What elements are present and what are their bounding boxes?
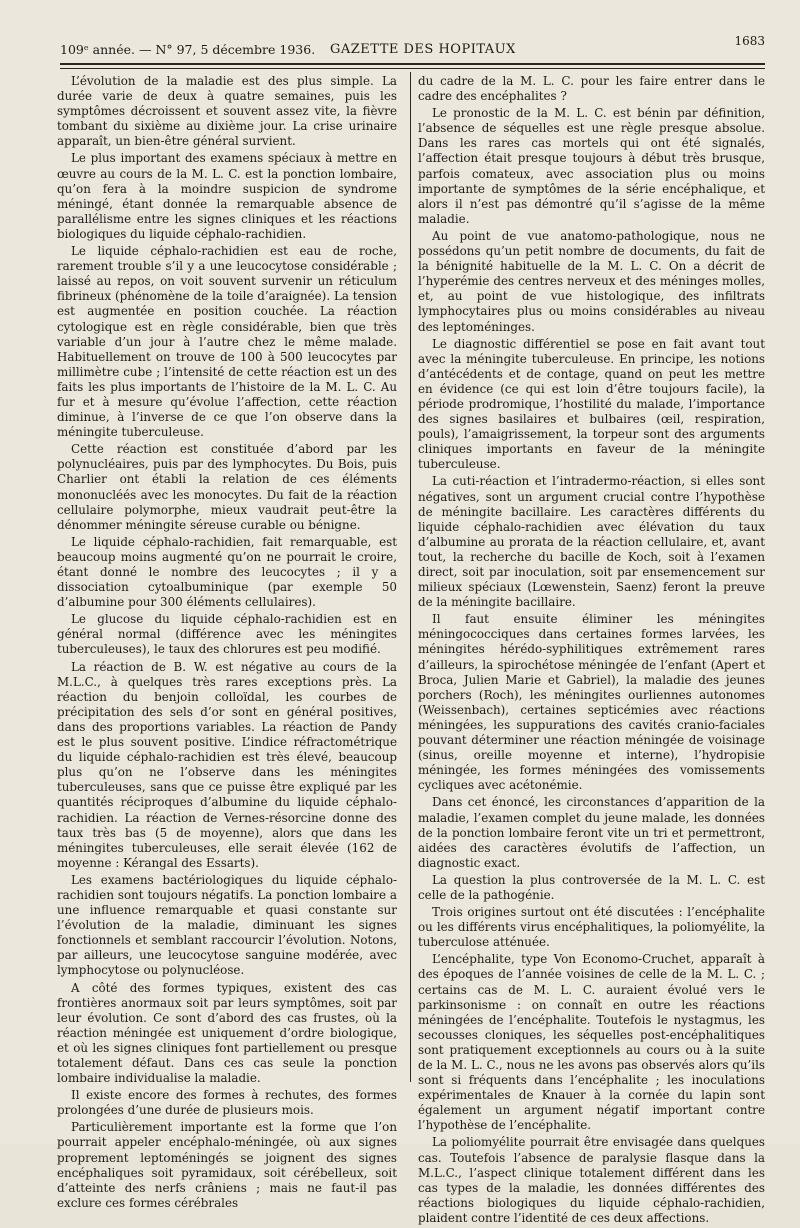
paragraph: Le glucose du liquide céphalo-rachidien est en général normal (différence avec les méningites tuberculeuses), le taux des chlorures est peu modifié.	[57, 612, 397, 657]
paragraph: L’encéphalite, type Von Economo-Cruchet, apparaît à des époques de l’année voisines de celle de la M. L. C. ; certains cas de M. L. C. auraient évolué vers le parkinsonisme : on connaît en outre les réactions méningées de l’encéphalite. Toutefois le nystagmus, les secousses cloniques, les séquelles post-encéphalitiques sont pratiquement exceptionnels au cours ou à la suite de la M. L. C., nous ne les avons pas observés alors qu’ils sont si fréquents dans l’encéphalite ; les inoculations expérimentales de Knauer à la cornée du lapin sont également un argument négatif important contre l’hypothèse de l’encéphalite.	[418, 952, 765, 1133]
paragraph: Dans cet énoncé, les circonstances d’apparition de la maladie, l’examen complet du jeune malade, les données de la ponction lombaire feront vite un tri et permettront, aidées des caractères évolutifs de l’affection, un diagnostic exact.	[418, 795, 765, 870]
paragraph: Le liquide céphalo-rachidien, fait remarquable, est beaucoup moins augmenté qu’on ne pourrait le croire, étant donné le nombre des leucocytes ; il y a dissociation cytoalbuminique (par exemple 50 d’albumine pour 300 éléments cellulaires).	[57, 534, 397, 610]
right-column	[418, 74, 765, 1228]
paragraph: Trois origines surtout ont été discutées : l’encéphalite ou les différents virus encéphalitiques, la poliomyélite, la tuberculose atténuée.	[418, 905, 765, 950]
paragraph: La réaction de B. W. est négative au cours de la M.L.C., à quelques très rares exceptions près. La réaction du benjoin colloïdal, les courbes de précipitation des sels d’or sont en général positives, dans des proportions variables. La réaction de Pandy est le plus souvent positive. L’indice réfractométrique du liquide céphalo-rachidien est très élevé, beaucoup plus qu’on ne l’observe dans les méningites tuberculeuses, sans que ce puisse être expliqué par les quantités réciproques d’albumine du liquide céphalo-rachidien. La réaction de Vernes-résorcine donne des taux très bas (5 de moyenne), alors que dans les méningites tuberculeuses, elle serait élevée (162 de moyenne : Kérangal des Essarts).	[57, 659, 397, 870]
paragraph: Les examens bactériologiques du liquide céphalo-rachidien sont toujours négatifs. La ponction lombaire a une influence remarquable et quasi constante sur l’évolution de la maladie, diminuant les signes fonctionnels et semblant raccourcir l’évolution. Notons, par ailleurs, une leucocytose sanguine modérée, avec lymphocytose ou polynucléose.	[57, 872, 397, 978]
journal-title: GAZETTE DES HOPITAUX	[330, 42, 516, 57]
paragraph: A côté des formes typiques, existent des cas frontières anormaux soit par leurs symptômes, soit par leur évolution. Ce sont d’abord des cas frustes, où la réaction méningée est uniquement d’ordre biologique, et où les signes cliniques font partiellement ou presque totalement défaut. Dans ces cas seule la ponction lombaire individualise la maladie.	[57, 980, 397, 1086]
issue-info: 109ᵉ année. — N° 97, 5 décembre 1936.	[60, 42, 316, 57]
paragraph: Cette réaction est constituée d’abord par les polynucléaires, puis par des lymphocytes. Du Bois, puis Charlier ont établi la relation de ces éléments mononucléés avec les monocytes. Du fait de la réaction cellulaire polymorphe, mieux vaudrait peut-être la dénommer méningite séreuse curable ou bénigne.	[57, 442, 397, 532]
column-divider	[410, 72, 411, 1082]
paragraph: Le pronostic de la M. L. C. est bénin par définition, l’absence de séquelles est une règle presque absolue. Dans les rares cas mortels qui ont été signalés, l’affection était presque toujours à début très brusque, parfois comateux, avec association plus ou moins importante de symptômes de la série encéphalique, et alors il n’est pas démontré qu’il s’agisse de la même maladie.	[418, 106, 765, 226]
header-rule-thin	[60, 68, 765, 69]
paragraph: Il existe encore des formes à rechutes, des formes prolongées d’une durée de plusieurs mois.	[57, 1088, 397, 1118]
paragraph: Le diagnostic différentiel se pose en fait avant tout avec la méningite tuberculeuse. En principe, les notions d’antécédents et de contage, quand on peut les mettre en évidence (ce qui est loin d’être toujours facile), la période prodromique, l’hostilité du malade, l’importance des signes basilaires et bulbaires (œil, respiration, pouls), l’amaigrissement, la torpeur sont des arguments cliniques importants en faveur de la méningite tuberculeuse.	[418, 336, 765, 472]
paragraph: Il faut ensuite éliminer les méningites méningococciques dans certaines formes larvées, les méningites hérédo-syphilitiques extrêmement rares d’ailleurs, la spirochétose méningée de l’enfant (Apert et Broca, Julien Marie et Gabriel), la maladie des jeunes porchers (Roch), les méningites ourliennes autonomes (Weissenbach), certaines septicémies avec réactions méningées, les suppurations des cavités cranio-faciales pouvant déterminer une réaction méningée de voisinage (sinus, oreille moyenne et interne), l’hydropisie méningée, les formes méningées des vomissements cycliques avec acétonémie.	[418, 612, 765, 793]
page-header	[60, 34, 765, 62]
paragraph: Le plus important des examens spéciaux à mettre en œuvre au cours de la M. L. C. est la ponction lombaire, qu’on fera à la moindre suspicion de syndrome méningé, étant donnée la remarquable absence de parallélisme entre les signes cliniques et les réactions biologiques du liquide céphalo-rachidien.	[57, 151, 397, 241]
paragraph: Le liquide céphalo-rachidien est eau de roche, rarement trouble s’il y a une leucocytose considérable ; laissé au repos, on voit souvent survenir un réticulum fibrineux (phénomène de la toile d’araignée). La tension est augmentée en position couchée. La réaction cytologique est en règle considérable, bien que très variable d’un jour à l’autre chez le même malade. Habituellement on trouve de 100 à 500 leucocytes par millimètre cube ; l’intensité de cette réaction est un des faits les plus importants de l’histoire de la M. L. C. Au fur et à mesure qu’évolue l’affection, cette réaction diminue, à l’inverse de ce que l’on observe dans la méningite tuberculeuse.	[57, 244, 397, 440]
paragraph: L’évolution de la maladie est des plus simple. La durée varie de deux à quatre semaines, puis les symptômes décroissent et souvent assez vite, la fièvre tombant du sixième au dixième jour. La crise urinaire apparaît, un bien-être général survient.	[57, 74, 397, 149]
header-rule-thick	[60, 63, 765, 65]
paragraph: La question la plus controversée de la M. L. C. est celle de la pathogénie.	[418, 872, 765, 902]
paragraph: La cuti-réaction et l’intradermo-réaction, si elles sont négatives, sont un argument crucial contre l’hypothèse de méningite bacillaire. Les caractères différents du liquide céphalo-rachidien avec élévation du taux d’albumine au prorata de la réaction cellulaire, et, avant tout, la recherche du bacille de Koch, soit à l’examen direct, soit par inoculation, soit par ensemencement sur milieux spéciaux (Lœwenstein, Saenz) feront la preuve de la méningite bacillaire.	[418, 474, 765, 610]
left-column	[57, 74, 397, 1213]
paragraph: La poliomyélite pourrait être envisagée dans quelques cas. Toutefois l’absence de paralysie flasque dans la M.L.C., l’aspect clinique totalement différent dans les cas types de la maladie, les données différentes des réactions biologiques du liquide céphalo-rachidien, plaident contre l’identité de ces deux affections.	[418, 1135, 765, 1225]
paragraph: du cadre de la M. L. C. pour les faire entrer dans le cadre des encéphalites ?	[418, 74, 765, 104]
paragraph: Particulièrement importante est la forme que l’on pourrait appeler encéphalo-méningée, où aux signes proprement leptoméningés se joignent des signes encéphaliques soit pyramidaux, soit cérébelleux, soit d’atteinte des nerfs crâniens ; mais ne faut-il pas exclure ces formes cérébrales	[57, 1120, 397, 1210]
paragraph: Au point de vue anatomo-pathologique, nous ne possédons qu’un petit nombre de documents, du fait de la bénignité habituelle de la M. L. C. On a décrit de l’hyperémie des centres nerveux et des méninges molles, et, au point de vue histologique, des infiltrats lymphocytaires plus ou moins considérables au niveau des leptoméninges.	[418, 228, 765, 334]
page-number: 1683	[734, 34, 765, 48]
